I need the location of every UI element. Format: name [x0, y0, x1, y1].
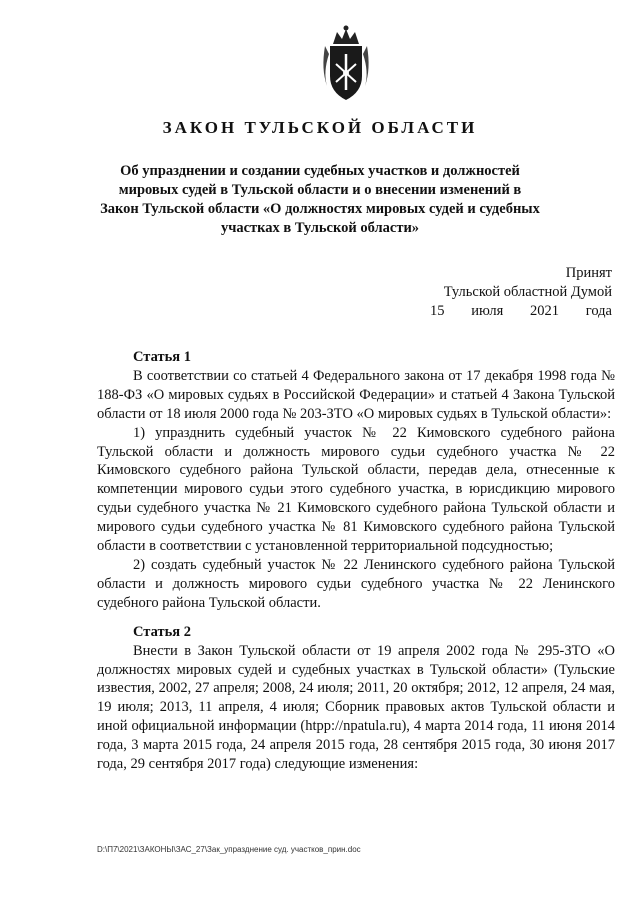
adoption-date	[430, 302, 612, 321]
adopted-by: Тульской областной Думой	[443, 284, 612, 300]
adoption-year: 2021	[530, 303, 560, 319]
law-title: ЗАКОН ТУЛЬСКОЙ ОБЛАСТИ	[162, 118, 478, 137]
article-1-item-2: 2) создать судебный участок № 22 Ленинского судебного района Тульской области и должность мирового судьи судебного участка № 22 Ленинского судебного района Тульской области.	[97, 556, 615, 611]
adoption-block	[430, 264, 612, 321]
law-body	[97, 348, 615, 774]
tula-coat-of-arms-emblem	[319, 24, 373, 104]
article-1-intro: В соответствии со статьей 4 Федерального закона от 17 декабря 1998 года № 188-ФЗ «О мировых судьях в Российской Федерации» и статьей 4 Закона Тульской области от 18 июля 2000 года № 203-ЗТО «О мировых судьях в Тульской области»:	[97, 367, 615, 422]
article-1-item-1: 1) упразднить судебный участок № 22 Кимовского судебного района Тульской области и должность мирового судьи судебного участка № 22 Кимовского судебного района Тульской области, передав дела, отнесенные к компетенции мирового судьи этого судебного участка, в юрисдикцию мирового судьи судебного участка № 21 Кимовского судебного района Тульской области и мирового судьи судебного участка № 81 Кимовского судебного района Тульской области в соответствии с установленной территориальной подсудностью;	[97, 424, 615, 555]
file-path-footer: D:\П7\2021\ЗАКОНЫ\ЗАС_27\Зак_упразднение суд. участков_прин.doc	[97, 845, 361, 854]
article-2-title: Статья 2	[133, 623, 191, 640]
adoption-year-word: года	[585, 303, 612, 319]
article-2-text: Внести в Закон Тульской области от 19 апреля 2002 года № 295-ЗТО «О должностях мировых судей и судебных участках в Тульской области» (Тульские известия, 2002, 27 апреля; 2008, 24 июля; 2011, 20 октября; 2012, 12 апреля, 24 мая, 19 июля; 2013, 11 апреля, 4 июля; Сборник правовых актов Тульской области и иной официальной информации (htpp://npatula.ru), 4 марта 2014 года, 11 июня 2014 года, 3 марта 2015 года, 24 апреля 2015 года, 28 сентября 2015 года, 30 июня 2017 года, 29 сентября 2017 года) следующие изменения:	[97, 642, 615, 773]
adopted-label: Принят	[565, 265, 612, 281]
adoption-month: июля	[471, 303, 504, 319]
law-subtitle: Об упразднении и создании судебных участков и должностей мировых судей в Тульской области и о внесении изменений в Закон Тульской области «О должностях мировых судей и судебных участках в Тульской области»	[100, 163, 540, 236]
adoption-day: 15	[430, 303, 445, 319]
article-1-title: Статья 1	[133, 349, 191, 365]
